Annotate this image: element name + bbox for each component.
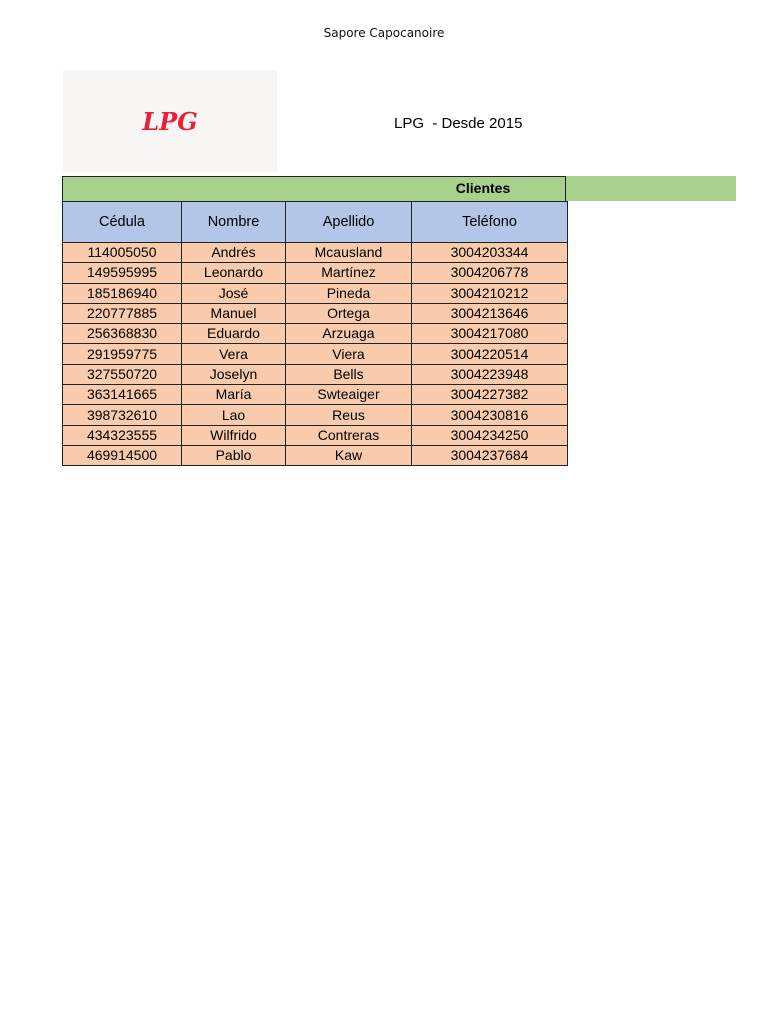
cell-telefono: 3004237684 xyxy=(412,445,568,465)
column-header-apellido: Apellido xyxy=(286,202,412,243)
cell-nombre: María xyxy=(182,385,286,405)
table-body xyxy=(63,243,568,466)
cell-cedula: 114005050 xyxy=(63,243,182,263)
cell-telefono: 3004217080 xyxy=(412,324,568,344)
cell-apellido: Bells xyxy=(286,364,412,384)
cell-apellido: Arzuaga xyxy=(286,324,412,344)
cell-apellido: Swteaiger xyxy=(286,385,412,405)
table-row xyxy=(63,243,568,263)
cell-nombre: José xyxy=(182,283,286,303)
column-header-cedula: Cédula xyxy=(63,202,182,243)
cell-cedula: 185186940 xyxy=(63,283,182,303)
cell-cedula: 363141665 xyxy=(63,385,182,405)
table-row xyxy=(63,263,568,283)
cell-apellido: Contreras xyxy=(286,425,412,445)
cell-cedula: 398732610 xyxy=(63,405,182,425)
cell-nombre: Andrés xyxy=(182,243,286,263)
clients-title: Clientes xyxy=(455,180,511,196)
cell-nombre: Manuel xyxy=(182,303,286,323)
cell-cedula: 256368830 xyxy=(63,324,182,344)
cell-nombre: Lao xyxy=(182,405,286,425)
cell-cedula: 434323555 xyxy=(63,425,182,445)
cell-telefono: 3004213646 xyxy=(412,303,568,323)
cell-apellido: Reus xyxy=(286,405,412,425)
cell-cedula: 327550720 xyxy=(63,364,182,384)
table-row xyxy=(63,425,568,445)
table-row xyxy=(63,445,568,465)
document-header: Sapore Capocanoire xyxy=(323,26,445,40)
cell-telefono: 3004230816 xyxy=(412,405,568,425)
cell-apellido: Mcausland xyxy=(286,243,412,263)
cell-telefono: 3004220514 xyxy=(412,344,568,364)
cell-nombre: Eduardo xyxy=(182,324,286,344)
cell-nombre: Joselyn xyxy=(182,364,286,384)
table-row xyxy=(63,283,568,303)
table-row xyxy=(63,324,568,344)
cell-cedula: 291959775 xyxy=(63,344,182,364)
table-row xyxy=(63,364,568,384)
company-logo xyxy=(63,70,277,172)
cell-cedula: 469914500 xyxy=(63,445,182,465)
table-row xyxy=(63,385,568,405)
cell-apellido: Pineda xyxy=(286,283,412,303)
cell-apellido: Viera xyxy=(286,344,412,364)
cell-telefono: 3004206778 xyxy=(412,263,568,283)
table-row xyxy=(63,344,568,364)
table-header-row xyxy=(63,202,568,243)
cell-nombre: Vera xyxy=(182,344,286,364)
cell-telefono: 3004234250 xyxy=(412,425,568,445)
cell-nombre: Leonardo xyxy=(182,263,286,283)
cell-telefono: 3004223948 xyxy=(412,364,568,384)
cell-cedula: 220777885 xyxy=(63,303,182,323)
cell-apellido: Martínez xyxy=(286,263,412,283)
cell-nombre: Wilfrido xyxy=(182,425,286,445)
cell-apellido: Ortega xyxy=(286,303,412,323)
cell-telefono: 3004210212 xyxy=(412,283,568,303)
cell-cedula: 149595995 xyxy=(63,263,182,283)
logo-text: LPG xyxy=(142,107,198,136)
cell-telefono: 3004227382 xyxy=(412,385,568,405)
clients-table xyxy=(62,201,568,466)
cell-telefono: 3004203344 xyxy=(412,243,568,263)
column-header-nombre: Nombre xyxy=(182,202,286,243)
company-subtitle: LPG - Desde 2015 xyxy=(394,115,523,132)
cell-apellido: Kaw xyxy=(286,445,412,465)
lpg-logo-icon xyxy=(125,101,215,141)
column-header-telefono: Teléfono xyxy=(412,202,568,243)
cell-nombre: Pablo xyxy=(182,445,286,465)
table-row xyxy=(63,303,568,323)
table-row xyxy=(63,405,568,425)
